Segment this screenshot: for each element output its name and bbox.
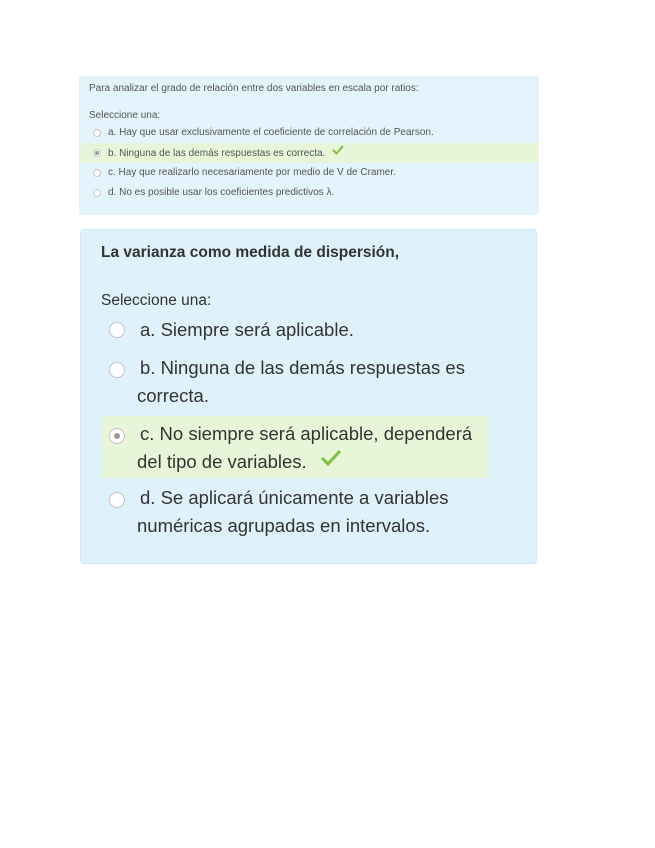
answer-option-d[interactable] <box>101 484 489 540</box>
radio-button[interactable] <box>93 129 101 137</box>
answer-option-label <box>101 420 489 476</box>
select-one-label: Seleccione una: <box>89 110 161 121</box>
answer-option-label: d. Se aplicará únicamente a variables numéricas agrupadas en intervalos. <box>137 487 449 536</box>
answer-option-label: b. Ninguna de las demás respuestas es correcta. <box>137 357 465 406</box>
answer-option-d[interactable] <box>79 183 539 203</box>
radio-button[interactable] <box>109 322 125 338</box>
answer-option-label: d. No es posible usar los coeficientes predictivos λ. <box>108 187 335 198</box>
question-card-2 <box>80 229 537 564</box>
answer-option-a[interactable] <box>101 316 489 344</box>
question-stem: Para analizar el grado de relación entre dos variables en escala por ratios: <box>89 83 419 94</box>
radio-button[interactable] <box>93 189 101 197</box>
answer-option-b[interactable] <box>79 143 539 163</box>
select-one-label: Seleccione una: <box>101 292 212 309</box>
radio-button[interactable] <box>109 362 125 378</box>
answer-option-c[interactable] <box>79 163 539 183</box>
radio-button-selected[interactable] <box>109 428 125 444</box>
answer-option-c[interactable] <box>101 416 489 478</box>
question-stem: La varianza como medida de dispersión, <box>101 244 400 261</box>
answer-option-label: c. Hay que realizarlo necesariamente por medio de V de Cramer. <box>108 167 396 178</box>
answer-option-label: a. Siempre será aplicable. <box>140 319 354 340</box>
answer-option-b[interactable] <box>101 354 489 410</box>
check-icon <box>317 447 342 475</box>
radio-button[interactable] <box>109 492 125 508</box>
radio-button[interactable] <box>93 169 101 177</box>
question-card-1 <box>79 76 539 215</box>
answer-option-label: b. Ninguna de las demás respuestas es correcta. <box>108 147 326 159</box>
answer-option-text: c. No siempre será aplicable, dependerá del tipo de variables. <box>137 423 473 472</box>
check-icon <box>332 143 344 163</box>
answer-option-label: a. Hay que usar exclusivamente el coeficiente de correlación de Pearson. <box>108 127 434 138</box>
answer-option-a[interactable] <box>79 123 539 143</box>
radio-button-selected[interactable] <box>93 149 101 157</box>
